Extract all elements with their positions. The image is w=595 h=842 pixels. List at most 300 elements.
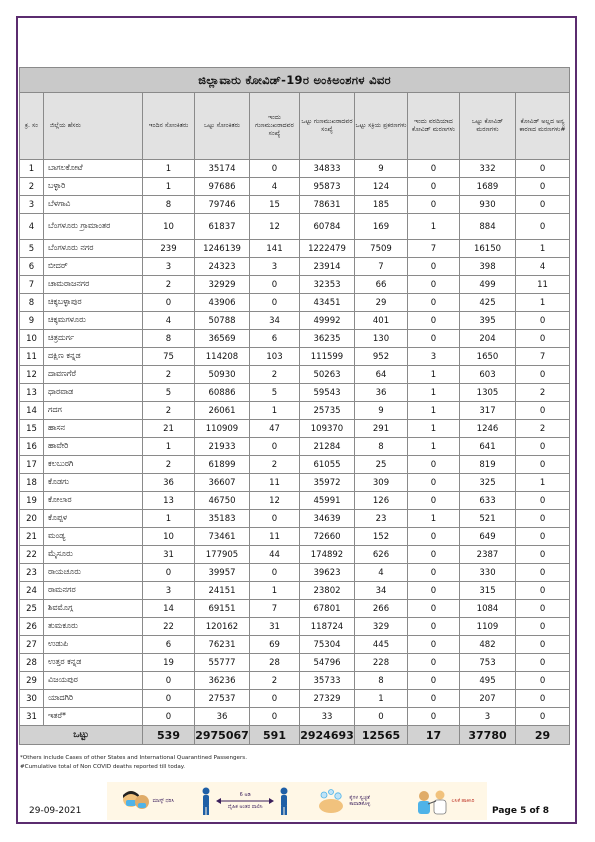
today-deaths: 0 — [408, 456, 460, 474]
total-positive: 27537 — [195, 690, 250, 708]
total-deaths: 207 — [460, 690, 516, 708]
district-name: ದಾವಣಗೆರೆ — [44, 366, 143, 384]
today-discharged: 34 — [250, 312, 300, 330]
serial-number: 21 — [20, 528, 44, 546]
table-row — [20, 196, 570, 214]
banner-hands — [316, 786, 389, 816]
total-positive: 60886 — [195, 384, 250, 402]
today-positive: 10 — [143, 528, 195, 546]
table-row — [20, 672, 570, 690]
non-covid-deaths: 0 — [516, 178, 570, 196]
table-row — [20, 240, 570, 258]
today-discharged: 44 — [250, 546, 300, 564]
district-name: ಇತರೆ* — [44, 708, 143, 726]
district-name: ಉಡುಪಿ — [44, 636, 143, 654]
active-cases: 169 — [355, 214, 408, 240]
serial-number: 2 — [20, 178, 44, 196]
non-covid-deaths: 0 — [516, 196, 570, 214]
today-positive: 5 — [143, 384, 195, 402]
table-row — [20, 582, 570, 600]
today-discharged: 69 — [250, 636, 300, 654]
header-district: ಜಿಲ್ಲೆಯ ಹೆಸರು — [44, 93, 143, 160]
active-cases: 0 — [355, 708, 408, 726]
today-deaths: 1 — [408, 438, 460, 456]
total-deaths: 2387 — [460, 546, 516, 564]
district-stats-table — [19, 67, 570, 745]
today-positive: 31 — [143, 546, 195, 564]
active-cases: 309 — [355, 474, 408, 492]
table-row — [20, 402, 570, 420]
non-covid-deaths: 1 — [516, 240, 570, 258]
serial-number: 23 — [20, 564, 44, 582]
today-positive: 0 — [143, 672, 195, 690]
today-deaths: 7 — [408, 240, 460, 258]
total-positive: 39957 — [195, 564, 250, 582]
total-positive: 1246139 — [195, 240, 250, 258]
active-cases: 36 — [355, 384, 408, 402]
today-discharged: 4 — [250, 178, 300, 196]
today-deaths: 1 — [408, 510, 460, 528]
serial-number: 26 — [20, 618, 44, 636]
total-deaths: 1650 — [460, 348, 516, 366]
active-cases: 130 — [355, 330, 408, 348]
non-covid-deaths: 0 — [516, 330, 570, 348]
today-positive: 3 — [143, 258, 195, 276]
total-positive: 61837 — [195, 214, 250, 240]
page-number: Page 5 of 8 — [492, 806, 549, 816]
active-cases: 9 — [355, 402, 408, 420]
header-total-deaths: ಒಟ್ಟು ಕೋವಿಡ್ ಮರಣಗಳು — [460, 93, 516, 160]
district-name: ಶಿವಮೊಗ್ಗ — [44, 600, 143, 618]
district-name: ಬಾಗಲಕೋಟೆ — [44, 160, 143, 178]
banner-mask — [120, 786, 174, 816]
district-name: ತುಮಕೂರು — [44, 618, 143, 636]
today-discharged: 0 — [250, 564, 300, 582]
total-deaths: 930 — [460, 196, 516, 214]
total-deaths: 633 — [460, 492, 516, 510]
today-deaths: 0 — [408, 564, 460, 582]
today-discharged: 28 — [250, 654, 300, 672]
total-discharged: 78631 — [300, 196, 355, 214]
total-positive: 24151 — [195, 582, 250, 600]
today-discharged: 11 — [250, 528, 300, 546]
today-deaths: 1 — [408, 366, 460, 384]
total-non-covid-deaths: 29 — [516, 726, 570, 745]
today-deaths: 0 — [408, 690, 460, 708]
non-covid-deaths: 2 — [516, 384, 570, 402]
active-cases: 66 — [355, 276, 408, 294]
district-name: ಕಲಬುರಗಿ — [44, 456, 143, 474]
serial-number: 18 — [20, 474, 44, 492]
serial-number: 17 — [20, 456, 44, 474]
non-covid-deaths: 0 — [516, 618, 570, 636]
district-name: ರಾಮನಗರ — [44, 582, 143, 600]
serial-number: 1 — [20, 160, 44, 178]
district-name: ಉತ್ತರ ಕನ್ನಡ — [44, 654, 143, 672]
today-discharged: 0 — [250, 294, 300, 312]
total-positive: 120162 — [195, 618, 250, 636]
district-name: ವಿಜಯಪುರ — [44, 672, 143, 690]
today-discharged: 2 — [250, 366, 300, 384]
today-discharged: 11 — [250, 474, 300, 492]
total-discharged: 27329 — [300, 690, 355, 708]
today-positive: 8 — [143, 196, 195, 214]
total-discharged: 54796 — [300, 654, 355, 672]
active-cases: 34 — [355, 582, 408, 600]
non-covid-deaths: 0 — [516, 510, 570, 528]
total-deaths: 317 — [460, 402, 516, 420]
total-deaths: 495 — [460, 672, 516, 690]
header-today-discharged: ಇಂದು ಗುಣಮುಖರಾದವರ ಸಂಖ್ಯೆ — [250, 93, 300, 160]
today-deaths: 0 — [408, 654, 460, 672]
header-total-positive: ಒಟ್ಟು ಸೋಂಕಿತರು — [195, 93, 250, 160]
district-name: ಕೊಡಗು — [44, 474, 143, 492]
total-discharged: 34833 — [300, 160, 355, 178]
today-discharged: 12 — [250, 214, 300, 240]
serial-number: 15 — [20, 420, 44, 438]
non-covid-deaths: 0 — [516, 690, 570, 708]
today-discharged: 0 — [250, 690, 300, 708]
banner-hands-text: ಕೈಗಳ ಸ್ವಚ್ಛತೆ ಕಾಪಾಡಿಕೊಳ್ಳಿ — [349, 795, 371, 807]
district-name: ಕೋಲಾರ — [44, 492, 143, 510]
table-row — [20, 456, 570, 474]
table-row — [20, 312, 570, 330]
table-title: ಜಿಲ್ಲಾವಾರು ಕೋವಿಡ್-19ರ ಅಂಕಿಅಂಶಗಳ ವಿವರ — [20, 68, 570, 93]
table-row — [20, 276, 570, 294]
table-row — [20, 384, 570, 402]
total-deaths: 753 — [460, 654, 516, 672]
today-deaths: 1 — [408, 214, 460, 240]
active-cases: 29 — [355, 294, 408, 312]
active-cases: 228 — [355, 654, 408, 672]
total-positive: 50788 — [195, 312, 250, 330]
serial-number: 4 — [20, 214, 44, 240]
active-cases: 7 — [355, 258, 408, 276]
active-cases: 291 — [355, 420, 408, 438]
district-name: ರಾಯಚೂರು — [44, 564, 143, 582]
today-discharged: 3 — [250, 258, 300, 276]
non-covid-deaths: 4 — [516, 258, 570, 276]
table-row — [20, 438, 570, 456]
total-discharged: 61055 — [300, 456, 355, 474]
table-row — [20, 178, 570, 196]
hand-wash-icon — [316, 786, 346, 816]
total-discharged: 109370 — [300, 420, 355, 438]
non-covid-deaths: 0 — [516, 672, 570, 690]
table-row — [20, 654, 570, 672]
total-positive: 32929 — [195, 276, 250, 294]
active-cases: 64 — [355, 366, 408, 384]
header-row — [20, 93, 570, 160]
total-positive: 46750 — [195, 492, 250, 510]
total-positive: 61899 — [195, 456, 250, 474]
today-discharged: 0 — [250, 276, 300, 294]
total-discharged: 25735 — [300, 402, 355, 420]
total-discharged: 23802 — [300, 582, 355, 600]
today-positive: 2 — [143, 276, 195, 294]
non-covid-deaths: 0 — [516, 214, 570, 240]
serial-number: 12 — [20, 366, 44, 384]
active-cases: 23 — [355, 510, 408, 528]
today-discharged: 7 — [250, 600, 300, 618]
total-discharged: 33 — [300, 708, 355, 726]
active-cases: 1 — [355, 690, 408, 708]
total-discharged: 23914 — [300, 258, 355, 276]
table-row — [20, 348, 570, 366]
vaccination-icon — [415, 786, 449, 816]
total-discharged: 174892 — [300, 546, 355, 564]
table-row — [20, 366, 570, 384]
total-discharged: 1222479 — [300, 240, 355, 258]
table-row — [20, 510, 570, 528]
today-discharged: 141 — [250, 240, 300, 258]
table-row — [20, 294, 570, 312]
district-name: ಬೆಳಗಾವಿ — [44, 196, 143, 214]
total-deaths: 884 — [460, 214, 516, 240]
total-discharged: 32353 — [300, 276, 355, 294]
total-deaths: 521 — [460, 510, 516, 528]
table-row — [20, 474, 570, 492]
non-covid-deaths: 1 — [516, 294, 570, 312]
total-discharged: 43451 — [300, 294, 355, 312]
total-positive: 36569 — [195, 330, 250, 348]
today-discharged: 1 — [250, 402, 300, 420]
banner-mask-text: ಮಾಸ್ಕ್ ಧರಿಸಿ — [152, 798, 174, 804]
header-today-deaths: ಇಂದು ವರದಿಯಾದ ಕೋವಿಡ್ ಮರಣಗಳು — [408, 93, 460, 160]
table-row — [20, 528, 570, 546]
active-cases: 126 — [355, 492, 408, 510]
total-discharged: 39623 — [300, 564, 355, 582]
today-deaths: 0 — [408, 618, 460, 636]
today-deaths: 0 — [408, 294, 460, 312]
serial-number: 25 — [20, 600, 44, 618]
serial-number: 24 — [20, 582, 44, 600]
serial-number: 13 — [20, 384, 44, 402]
header-non-covid-deaths: ಕೋವಿಡ್ ಅಲ್ಲದ ಅನ್ಯ ಕಾರಣದ ಮರಣಗಳು# — [516, 93, 570, 160]
table-row — [20, 258, 570, 276]
serial-number: 6 — [20, 258, 44, 276]
non-covid-deaths: 0 — [516, 564, 570, 582]
serial-number: 9 — [20, 312, 44, 330]
total-deaths: 1246 — [460, 420, 516, 438]
non-covid-deaths: 0 — [516, 582, 570, 600]
non-covid-deaths: 11 — [516, 276, 570, 294]
total-positive: 24323 — [195, 258, 250, 276]
table-row — [20, 636, 570, 654]
table-row — [20, 618, 570, 636]
distance-marker — [216, 792, 274, 810]
today-deaths: 0 — [408, 672, 460, 690]
today-positive: 3 — [143, 582, 195, 600]
today-deaths: 1 — [408, 402, 460, 420]
non-covid-deaths: 2 — [516, 420, 570, 438]
today-deaths: 0 — [408, 636, 460, 654]
footnotes — [20, 754, 247, 772]
today-positive: 1 — [143, 438, 195, 456]
total-positive: 35183 — [195, 510, 250, 528]
today-discharged: 31 — [250, 618, 300, 636]
serial-number: 16 — [20, 438, 44, 456]
serial-number: 8 — [20, 294, 44, 312]
total-deaths: 1084 — [460, 600, 516, 618]
total-discharged: 59543 — [300, 384, 355, 402]
total-today-positive: 539 — [143, 726, 195, 745]
district-name: ಕೊಪ್ಪಳ — [44, 510, 143, 528]
today-discharged: 2 — [250, 672, 300, 690]
active-cases: 9 — [355, 160, 408, 178]
total-positive: 35174 — [195, 160, 250, 178]
district-name: ಯಾದಗಿರಿ — [44, 690, 143, 708]
non-covid-deaths: 0 — [516, 438, 570, 456]
district-name: ಮೈಸೂರು — [44, 546, 143, 564]
non-covid-deaths: 7 — [516, 348, 570, 366]
today-discharged: 47 — [250, 420, 300, 438]
total-label: ಒಟ್ಟು — [20, 726, 143, 745]
total-total-deaths: 37780 — [460, 726, 516, 745]
total-discharged: 35972 — [300, 474, 355, 492]
non-covid-deaths: 0 — [516, 654, 570, 672]
today-positive: 2 — [143, 456, 195, 474]
total-deaths: 1305 — [460, 384, 516, 402]
today-positive: 75 — [143, 348, 195, 366]
total-deaths: 1109 — [460, 618, 516, 636]
serial-number: 20 — [20, 510, 44, 528]
today-discharged: 0 — [250, 708, 300, 726]
person-icon — [277, 786, 291, 816]
total-deaths: 204 — [460, 330, 516, 348]
today-deaths: 0 — [408, 600, 460, 618]
serial-number: 31 — [20, 708, 44, 726]
today-positive: 2 — [143, 366, 195, 384]
total-positive: 43906 — [195, 294, 250, 312]
serial-number: 29 — [20, 672, 44, 690]
banner-vaccine-text: ಲಸಿಕೆ ಹಾಕಿಸಿರಿ — [451, 798, 475, 804]
today-positive: 1 — [143, 510, 195, 528]
active-cases: 124 — [355, 178, 408, 196]
total-deaths: 603 — [460, 366, 516, 384]
district-name: ಧಾರವಾಡ — [44, 384, 143, 402]
district-name: ಚಾಮರಾಜನಗರ — [44, 276, 143, 294]
covid-appropriate-behaviour-banner — [107, 782, 487, 820]
district-name: ಚಿಕ್ಕಬಳ್ಳಾಪುರ — [44, 294, 143, 312]
active-cases: 329 — [355, 618, 408, 636]
total-deaths: 3 — [460, 708, 516, 726]
total-deaths: 395 — [460, 312, 516, 330]
today-discharged: 103 — [250, 348, 300, 366]
today-discharged: 15 — [250, 196, 300, 214]
banner-vaccine — [415, 786, 475, 816]
today-discharged: 5 — [250, 384, 300, 402]
total-positive: 97686 — [195, 178, 250, 196]
table-row — [20, 492, 570, 510]
district-name: ಬೀದರ್ — [44, 258, 143, 276]
active-cases: 952 — [355, 348, 408, 366]
total-deaths: 819 — [460, 456, 516, 474]
today-positive: 2 — [143, 402, 195, 420]
today-discharged: 6 — [250, 330, 300, 348]
header-active: ಒಟ್ಟು ಸಕ್ರಿಯ ಪ್ರಕರಣಗಳು — [355, 93, 408, 160]
active-cases: 401 — [355, 312, 408, 330]
banner-distance-text: ದೈಹಿಕ ಅಂತರ ಪಾಲಿಸಿ — [227, 804, 263, 810]
today-deaths: 1 — [408, 384, 460, 402]
active-cases: 8 — [355, 438, 408, 456]
today-positive: 10 — [143, 214, 195, 240]
table-row — [20, 600, 570, 618]
total-deaths: 499 — [460, 276, 516, 294]
today-deaths: 0 — [408, 708, 460, 726]
active-cases: 185 — [355, 196, 408, 214]
district-name: ಹಾಸನ — [44, 420, 143, 438]
total-positive: 79746 — [195, 196, 250, 214]
total-discharged: 118724 — [300, 618, 355, 636]
today-deaths: 0 — [408, 160, 460, 178]
serial-number: 30 — [20, 690, 44, 708]
table-row — [20, 330, 570, 348]
active-cases: 626 — [355, 546, 408, 564]
total-positive: 36 — [195, 708, 250, 726]
total-deaths: 330 — [460, 564, 516, 582]
today-positive: 8 — [143, 330, 195, 348]
non-covid-deaths: 0 — [516, 708, 570, 726]
serial-number: 10 — [20, 330, 44, 348]
today-deaths: 0 — [408, 330, 460, 348]
today-deaths: 0 — [408, 546, 460, 564]
non-covid-deaths: 1 — [516, 474, 570, 492]
total-active: 12565 — [355, 726, 408, 745]
total-deaths: 641 — [460, 438, 516, 456]
total-positive: 73461 — [195, 528, 250, 546]
header-today-positive: ಇಂದಿನ ಸೋಂಕಿತರು — [143, 93, 195, 160]
active-cases: 445 — [355, 636, 408, 654]
non-covid-deaths: 0 — [516, 546, 570, 564]
table-row — [20, 564, 570, 582]
total-deaths: 482 — [460, 636, 516, 654]
header-total-discharged: ಒಟ್ಟು ಗುಣಮುಖರಾದವರ ಸಂಖ್ಯೆ — [300, 93, 355, 160]
serial-number: 14 — [20, 402, 44, 420]
active-cases: 152 — [355, 528, 408, 546]
total-positive: 36236 — [195, 672, 250, 690]
serial-number: 5 — [20, 240, 44, 258]
today-deaths: 0 — [408, 178, 460, 196]
total-discharged: 49992 — [300, 312, 355, 330]
total-positive: 69151 — [195, 600, 250, 618]
header-sl: ಕ್ರ. ಸಂ — [20, 93, 44, 160]
banner-distance — [199, 786, 291, 816]
table-row — [20, 160, 570, 178]
non-covid-deaths: 0 — [516, 366, 570, 384]
total-deaths: 398 — [460, 258, 516, 276]
district-name: ಗದಗ — [44, 402, 143, 420]
total-deaths: 1689 — [460, 178, 516, 196]
total-discharged: 34639 — [300, 510, 355, 528]
total-discharged: 67801 — [300, 600, 355, 618]
serial-number: 3 — [20, 196, 44, 214]
total-today-discharged: 591 — [250, 726, 300, 745]
total-positive: 50930 — [195, 366, 250, 384]
serial-number: 22 — [20, 546, 44, 564]
total-deaths: 315 — [460, 582, 516, 600]
district-name: ಹಾವೇರಿ — [44, 438, 143, 456]
person-icon — [199, 786, 213, 816]
total-discharged: 50263 — [300, 366, 355, 384]
total-discharged: 60784 — [300, 214, 355, 240]
today-deaths: 0 — [408, 582, 460, 600]
total-deaths: 332 — [460, 160, 516, 178]
district-name: ಬೆಂಗಳೂರು ಗ್ರಾಮಾಂತರ — [44, 214, 143, 240]
today-deaths: 0 — [408, 258, 460, 276]
today-deaths: 3 — [408, 348, 460, 366]
today-deaths: 0 — [408, 196, 460, 214]
